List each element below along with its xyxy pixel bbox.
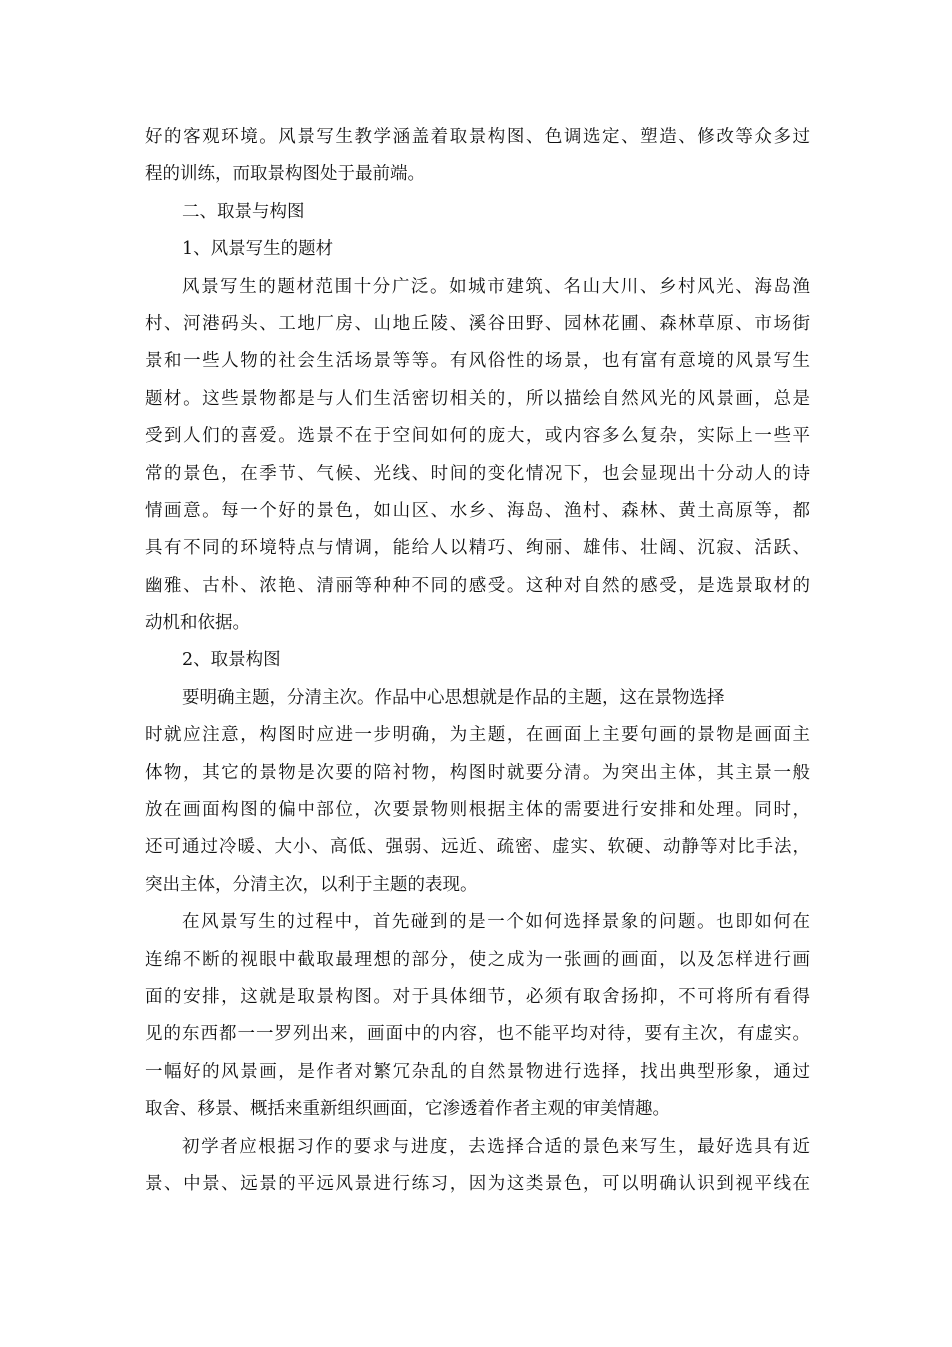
text-line: 动机和依据。 <box>145 613 250 634</box>
text-line: 题材。这些景物都是与人们生活密切相关的，所以描绘自然风光的风景画，总是 <box>145 388 810 409</box>
text-line: 要明确主题，分清主次。作品中心思想就是作品的主题，这在景物选择 <box>182 687 725 708</box>
text-line: 风景写生的题材范围十分广泛。如城市建筑、名山大川、乡村风光、海岛渔 <box>182 276 810 297</box>
text-line: 初学者应根据习作的要求与进度，去选择合适的景色来写生，最好选具有近 <box>182 1136 810 1157</box>
text-line: 体物，其它的景物是次要的陪衬物，构图时就要分清。为突出主体，其主景一般 <box>145 762 810 783</box>
text-line: 常的景色，在季节、气候、光线、时间的变化情况下，也会显现出十分动人的诗 <box>145 463 810 484</box>
text-line: 2、取景构图 <box>182 650 281 671</box>
text-line: 面的安排，这就是取景构图。对于具体细节，必须有取舍扬抑，不可将所有看得 <box>145 986 810 1007</box>
text-line: 幽雅、古朴、浓艳、清丽等种种不同的感受。这种对自然的感受，是选景取材的 <box>145 575 810 596</box>
text-line: 一幅好的风景画，是作者对繁冗杂乱的自然景物进行选择，找出典型形象，通过 <box>145 1061 810 1082</box>
text-line: 1、风景写生的题材 <box>182 239 334 260</box>
text-line: 突出主体，分清主次，以利于主题的表现。 <box>145 874 478 895</box>
text-line: 还可通过冷暖、大小、高低、强弱、远近、疏密、虚实、软硬、动静等对比手法， <box>145 837 810 858</box>
text-line: 连绵不断的视眼中截取最理想的部分，使之成为一张画的画面，以及怎样进行画 <box>145 949 810 970</box>
text-line: 在风景写生的过程中，首先碰到的是一个如何选择景象的问题。也即如何在 <box>182 912 810 933</box>
text-line: 取舍、移景、概括来重新组织画面，它渗透着作者主观的审美情趣。 <box>145 1099 670 1120</box>
text-line: 时就应注意，构图时应进一步明确，为主题，在画面上主要句画的景物是画面主 <box>145 725 810 746</box>
text-line: 受到人们的喜爱。选景不在于空间如何的庞大，或内容多么复杂，实际上一些平 <box>145 426 810 447</box>
text-line: 好的客观环境。风景写生教学涵盖着取景构图、色调选定、塑造、修改等众多过 <box>145 127 810 147</box>
body-text <box>145 119 810 1203</box>
text-line: 程的训练，而取景构图处于最前端。 <box>145 164 425 185</box>
text-line: 放在画面构图的偏中部位，次要景物则根据主体的需要进行安排和处理。同时， <box>145 800 810 821</box>
text-line: 见的东西都一一罗列出来，画面中的内容，也不能平均对待，要有主次，有虚实。 <box>145 1024 810 1045</box>
text-line: 景和一些人物的社会生活场景等等。有风俗性的场景，也有富有意境的风景写生 <box>145 351 810 372</box>
text-line: 村、河港码头、工地厂房、山地丘陵、溪谷田野、园林花圃、森林草原、市场街 <box>145 313 810 334</box>
text-line: 情画意。每一个好的景色，如山区、水乡、海岛、渔村、森林、黄土高原等，都 <box>145 500 810 521</box>
text-line: 景、中景、远景的平远风景进行练习，因为这类景色，可以明确认识到视平线在 <box>145 1173 810 1194</box>
text-line: 二、取景与构图 <box>182 201 305 222</box>
text-line: 具有不同的环境特点与情调，能给人以精巧、绚丽、雄伟、壮阔、沉寂、活跃、 <box>145 538 810 559</box>
